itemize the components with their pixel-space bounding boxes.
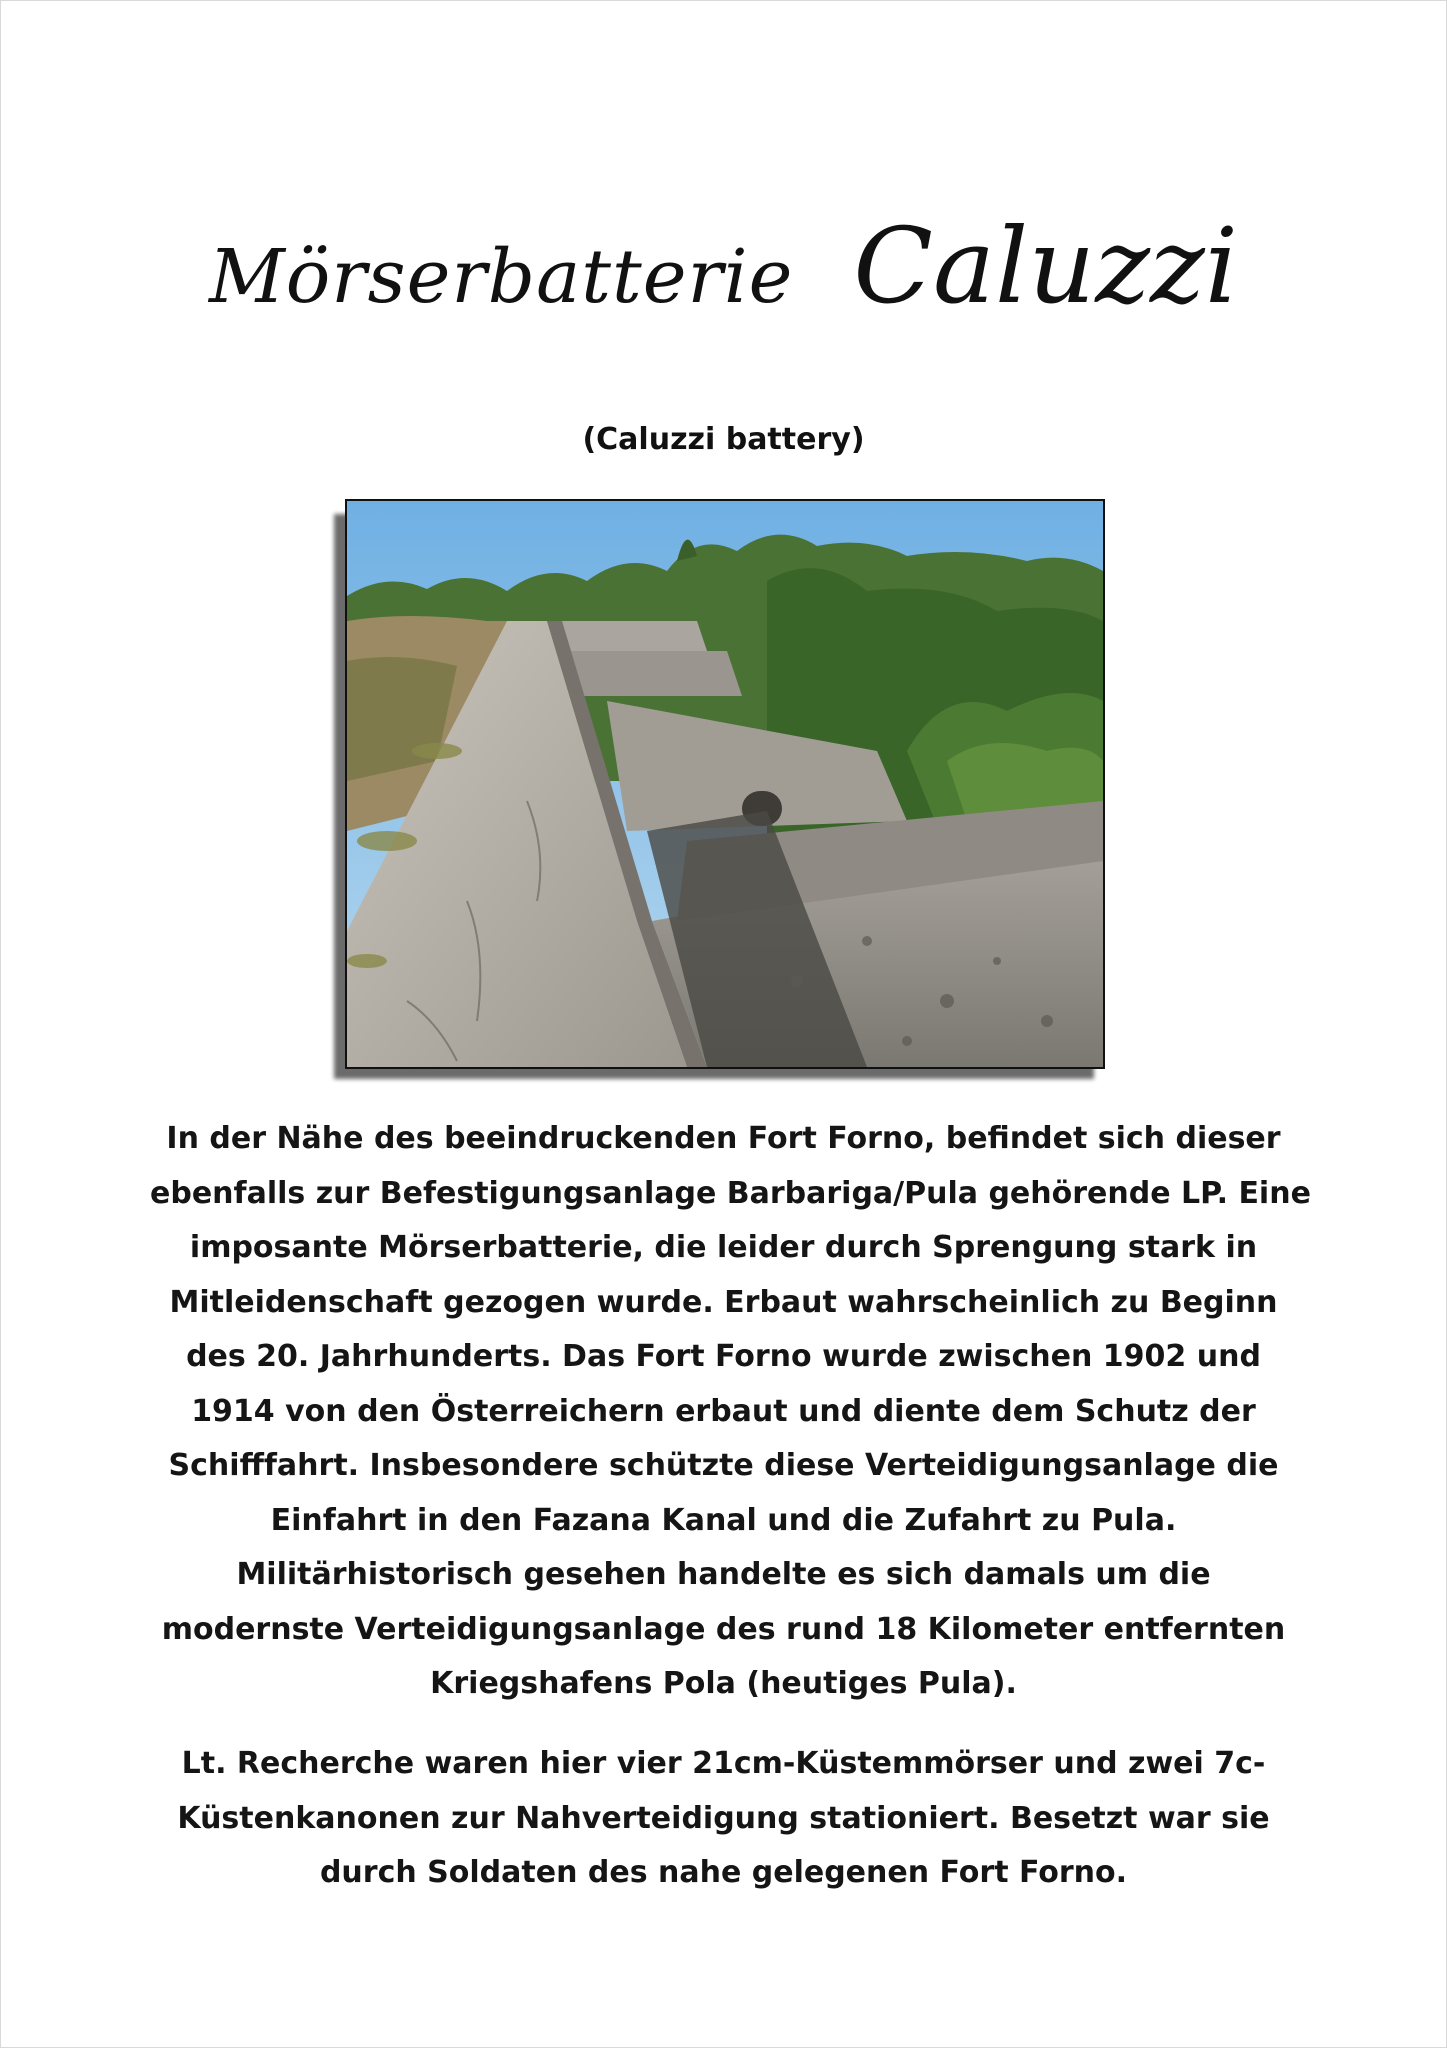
page-subtitle: (Caluzzi battery) [582,422,865,457]
paragraph-1-line: Einfahrt in den Fazana Kanal und die Zufahrt zu Pula. [270,1502,1177,1538]
paragraph-2-line: durch Soldaten des nahe gelegenen Fort Forno. [319,1855,1128,1890]
paragraph-1-line: Kriegshafens Pola (heutiges Pula). [430,1666,1017,1701]
paragraph-1 [150,1112,1311,1712]
paragraph-1-line: In der Nähe des beeindruckenden Fort Forno, befindet sich dieser [166,1121,1281,1156]
title-word-2: Caluzzi [853,205,1239,327]
paragraph-1-line: Schifffahrt. Insbesondere schützte diese Verteidigungsanlage die [168,1448,1279,1483]
paragraph-1-line: Militärhistorisch gesehen handelte es sich damals um die [236,1557,1211,1592]
title-word-1: Mörserbatterie [208,234,794,320]
paragraph-1-line: Mitleidenschaft gezogen wurde. Erbaut wahrscheinlich zu Beginn [169,1284,1278,1320]
paragraph-1-line: des 20. Jahrhunderts. Das Fort Forno wurde zwischen 1902 und [186,1339,1261,1374]
paragraph-2-line: Lt. Recherche waren hier vier 21cm-Küstemmörser und zwei 7c- [181,1746,1266,1781]
paragraph-1-line: 1914 von den Österreichern erbaut und diente dem Schutz der [191,1393,1256,1429]
fort-ruin-photo [345,499,1105,1069]
paragraph-1-line: imposante Mörserbatterie, die leider durch Sprengung stark in [189,1230,1258,1265]
page-title [0,205,1447,327]
paragraph-1-line: ebenfalls zur Befestigungsanlage Barbariga/Pula gehörende LP. Eine [150,1175,1311,1211]
paragraph-1-line: modernste Verteidigungsanlage des rund 18 Kilometer entfernten [161,1611,1286,1647]
paragraph-2 [150,1737,1297,1901]
paragraph-2-line: Küstenkanonen zur Nahverteidigung stationiert. Besetzt war sie [177,1800,1270,1836]
